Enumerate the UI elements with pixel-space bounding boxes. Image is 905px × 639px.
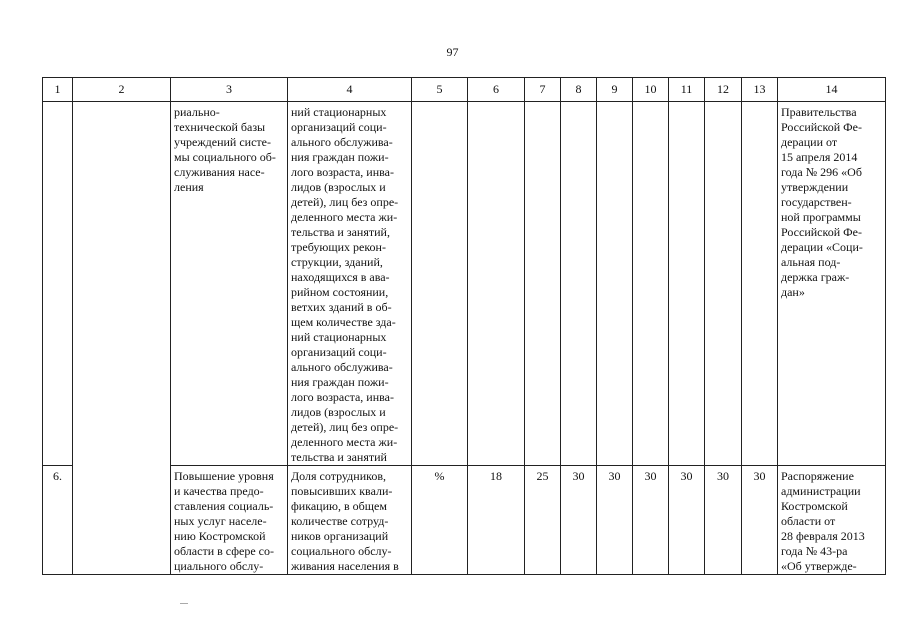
indicator-cell: ний стационарных организаций соци- ального обслужива- ния граждан пожи- лого возраста, инва- лидов (взрослых и детей), лиц без опре- деленного места жи- тельства и занятий, требующих рекон- струкции, зданий, находящихся в ава- рийном состоянии, ветхих зданий в об- щем количестве зда- ний стационарных организаций соци- ального обслужива- ния граждан пожи- лого возраста, инва- лидов (взрослых и детей), лиц без опре- деленного места жи- тельства и занятий	[288, 102, 412, 466]
value-cell: 30	[705, 466, 742, 575]
objective-cell: Повышение уровня и качества предо- ставления социаль- ных услуг населе- нию Костромской области в сфере со- циального обслу-	[171, 466, 288, 575]
page-number: 97	[446, 45, 459, 59]
value-cell	[525, 102, 561, 466]
objective-cell: риально- технической базы учреждений систе- мы социального об- служивания насе- ления	[171, 102, 288, 466]
header-cell: 12	[705, 78, 742, 102]
header-row	[43, 78, 886, 102]
header-cell: 2	[73, 78, 171, 102]
indicator-cell: Доля сотрудников, повысивших квали- фикацию, в общем количестве сотруд- ников организаций социального обслу- живания населения в	[288, 466, 412, 575]
header-cell: 13	[742, 78, 778, 102]
value-cell	[468, 102, 525, 466]
table-row	[43, 102, 886, 466]
program-cell	[73, 102, 171, 575]
header-cell: 11	[669, 78, 705, 102]
row-number-cell	[43, 102, 73, 466]
header-cell: 7	[525, 78, 561, 102]
value-cell: 30	[561, 466, 597, 575]
value-cell	[742, 102, 778, 466]
header-cell: 5	[412, 78, 468, 102]
source-cell: Правительства Российской Фе- дерации от 15 апреля 2014 года № 296 «Об утверждении государствен- ной программы Российской Фе- дерации «Соци- альная под- держка граж- дан»	[778, 102, 886, 466]
value-cell	[561, 102, 597, 466]
source-cell: Распоряжение администрации Костромской области от 28 февраля 2013 года № 43-ра «Об утвержде-	[778, 466, 886, 575]
value-cell: 30	[597, 466, 633, 575]
header-cell: 4	[288, 78, 412, 102]
unit-cell: %	[412, 466, 468, 575]
header-cell: 3	[171, 78, 288, 102]
header-cell: 9	[597, 78, 633, 102]
row-number-cell: 6.	[43, 466, 73, 575]
header-cell: 1	[43, 78, 73, 102]
value-cell	[633, 102, 669, 466]
scan-mark	[180, 603, 188, 604]
header-cell: 14	[778, 78, 886, 102]
value-cell	[705, 102, 742, 466]
header-cell: 10	[633, 78, 669, 102]
value-cell: 25	[525, 466, 561, 575]
unit-cell	[412, 102, 468, 466]
value-cell: 30	[742, 466, 778, 575]
value-cell	[669, 102, 705, 466]
value-cell: 30	[669, 466, 705, 575]
indicators-table	[42, 77, 886, 575]
value-cell: 30	[633, 466, 669, 575]
header-cell: 6	[468, 78, 525, 102]
value-cell	[597, 102, 633, 466]
value-cell: 18	[468, 466, 525, 575]
header-cell: 8	[561, 78, 597, 102]
